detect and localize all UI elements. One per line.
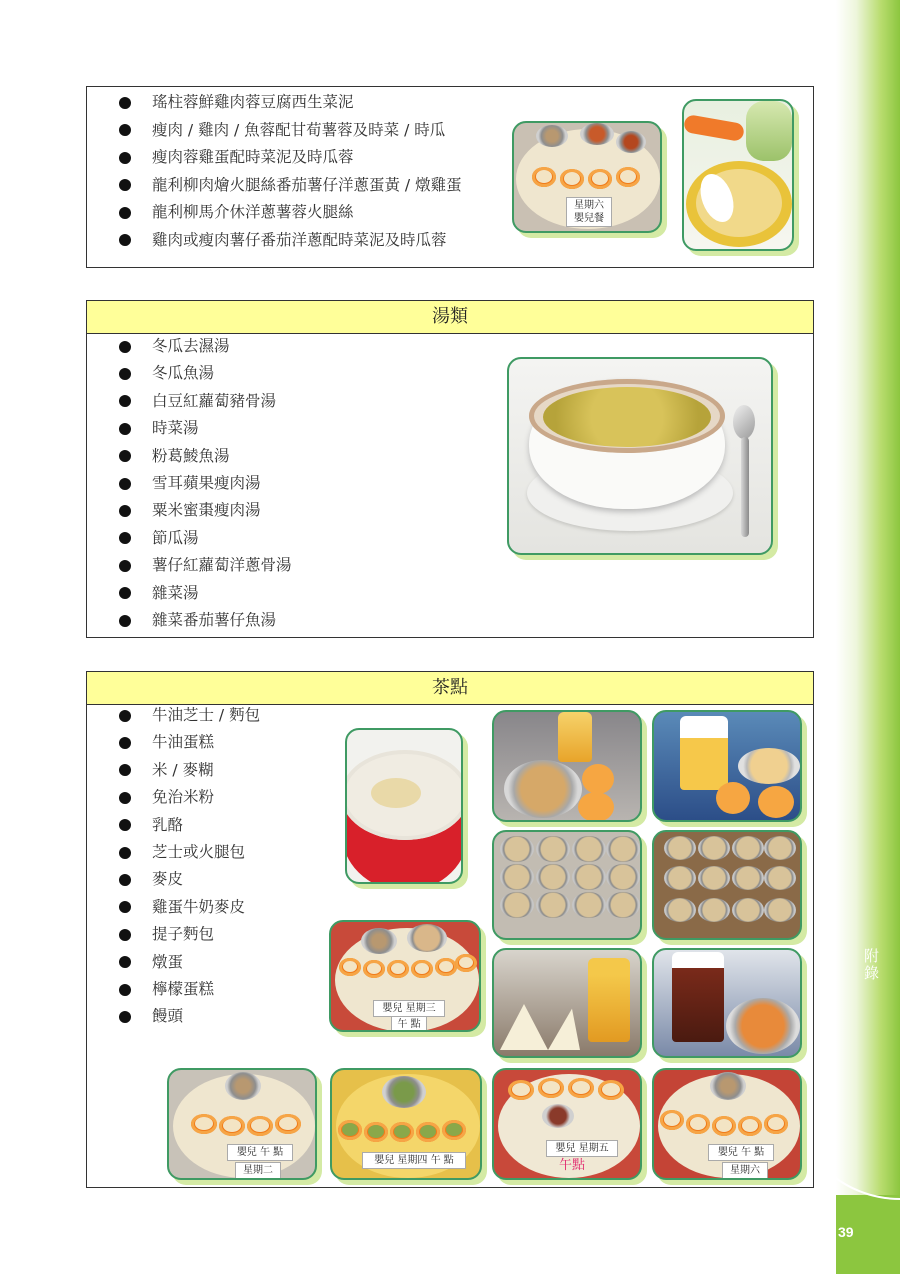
soups-title: 湯類	[87, 301, 813, 334]
photo-caption: 嬰兒 星期三	[373, 1000, 445, 1017]
snacks-title: 茶點	[87, 672, 813, 705]
photo-caption: 午 點	[391, 1016, 427, 1032]
buns-jug-photo	[652, 948, 802, 1058]
list-item: 時菜湯	[117, 415, 292, 442]
list-item: 瘦肉蓉雞蛋配時菜泥及時瓜蓉	[117, 144, 462, 172]
list-item: 免治米粉	[117, 784, 260, 811]
photo-caption-stamp: 午點	[558, 1158, 585, 1173]
list-item: 雜菜湯	[117, 580, 292, 607]
list-item: 粟米蜜棗瘦肉湯	[117, 497, 292, 524]
list-item: 瘦肉 / 雞肉 / 魚蓉配甘荀薯蓉及時菜 / 時瓜	[117, 117, 462, 145]
list-item: 瑤柱蓉鮮雞肉蓉豆腐西生菜泥	[117, 89, 462, 117]
list-item: 燉蛋	[117, 949, 260, 976]
list-item: 牛油蛋糕	[117, 729, 260, 756]
list-item: 冬瓜去濕湯	[117, 333, 292, 360]
photo-caption: 嬰兒 星期五	[546, 1140, 618, 1157]
baby-meal-photo	[512, 121, 662, 233]
list-item: 饅頭	[117, 1003, 260, 1030]
snacks-list	[117, 702, 260, 1031]
photo-caption: 嬰兒 午 點	[227, 1144, 293, 1161]
ramekins-photo-2	[652, 830, 802, 940]
soups-box	[86, 300, 814, 638]
saturday-snack-photo	[652, 1068, 802, 1180]
baby-meal-list	[117, 89, 462, 254]
list-item: 檸檬蛋糕	[117, 976, 260, 1003]
sandwich-photo	[492, 948, 642, 1058]
photo-caption: 嬰兒 星期四 午 點	[362, 1152, 466, 1169]
page-number: 39	[838, 1224, 854, 1240]
list-item: 節瓜湯	[117, 525, 292, 552]
cake-tray-photo	[492, 710, 642, 822]
list-item: 雜菜番茄薯仔魚湯	[117, 607, 292, 634]
baby-puree-photo	[682, 99, 794, 251]
wednesday-snack-photo	[329, 920, 481, 1032]
list-item: 薯仔紅蘿蔔洋蔥骨湯	[117, 552, 292, 579]
list-item: 乳酪	[117, 812, 260, 839]
photo-caption: 星期六	[722, 1162, 768, 1179]
snacks-box	[86, 671, 814, 1188]
list-item: 龍利柳肉燴火腿絲番茄薯仔洋蔥蛋黃 / 燉雞蛋	[117, 172, 462, 200]
tuesday-snack-photo	[167, 1068, 317, 1180]
list-item: 冬瓜魚湯	[117, 360, 292, 387]
list-item: 雪耳蘋果瘦肉湯	[117, 470, 292, 497]
ramekins-photo-1	[492, 830, 642, 940]
photo-caption: 嬰兒 午 點	[708, 1144, 774, 1161]
list-item: 芝士或火腿包	[117, 839, 260, 866]
baby-meal-box	[86, 86, 814, 268]
list-item: 提子麪包	[117, 921, 260, 948]
thursday-snack-photo	[330, 1068, 482, 1180]
appendix-label: 附錄	[862, 948, 880, 982]
photo-caption: 星期二	[235, 1162, 281, 1179]
list-item: 雞肉或瘦肉薯仔番茄洋蔥配時菜泥及時瓜蓉	[117, 227, 462, 255]
list-item: 米 / 麥糊	[117, 757, 260, 784]
bread-basket-photo	[652, 710, 802, 822]
list-item: 白豆紅蘿蔔豬骨湯	[117, 388, 292, 415]
list-item: 雞蛋牛奶麥皮	[117, 894, 260, 921]
list-item: 粉葛鯪魚湯	[117, 443, 292, 470]
cereal-bowl-photo	[345, 728, 463, 884]
list-item: 龍利柳馬介休洋蔥薯蓉火腿絲	[117, 199, 462, 227]
list-item: 麥皮	[117, 866, 260, 893]
soups-list	[117, 333, 292, 634]
soup-bowl-photo	[507, 357, 773, 555]
friday-snack-photo	[492, 1068, 642, 1180]
list-item: 牛油芝士 / 麪包	[117, 702, 260, 729]
photo-caption: 星期六 嬰兒餐	[566, 197, 612, 227]
